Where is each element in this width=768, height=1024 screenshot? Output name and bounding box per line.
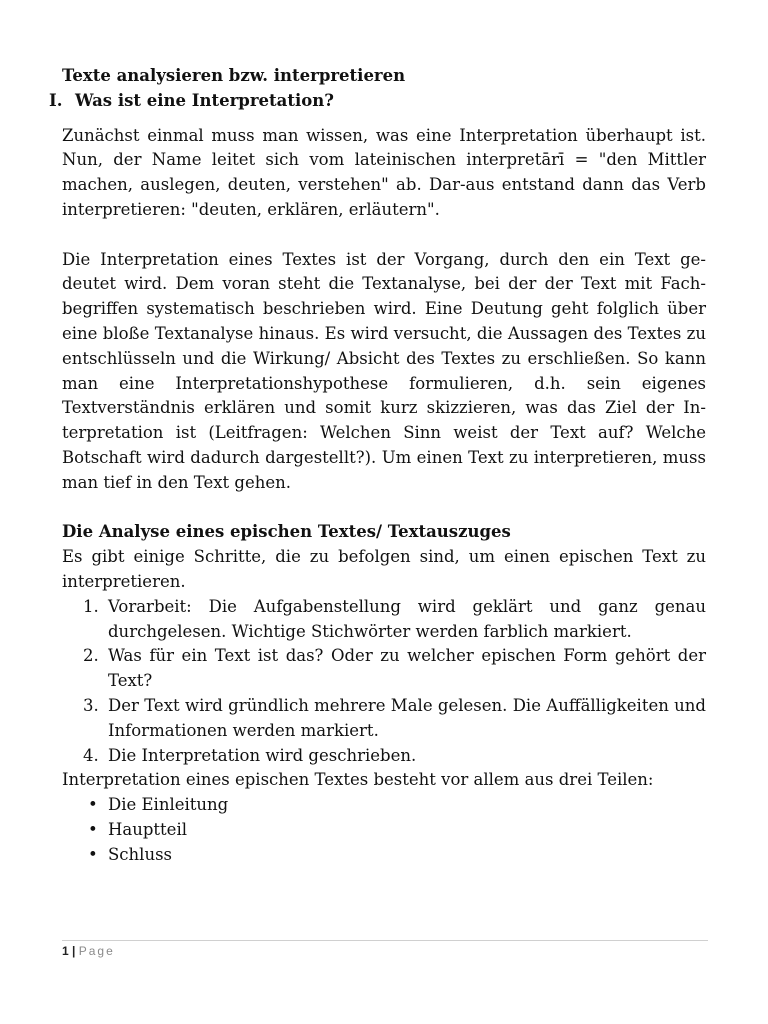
page-footer (62, 940, 708, 958)
list-item (62, 744, 706, 769)
list-marker: 3. (83, 695, 99, 715)
section-number: I. (49, 90, 63, 110)
document-title: Texte analysieren bzw. interpretieren (62, 66, 406, 85)
list-item-text: Die Einleitung (108, 795, 229, 815)
footer-separator: | (72, 944, 76, 958)
list-item-text: Die Interpretation wird geschrieben. (108, 745, 417, 765)
list-item-text: Was für ein Text ist das? Oder zu welcher epischen Form gehört der Text? (108, 646, 706, 691)
list-item-text: Der Text wird gründlich mehrere Male gelesen. Die Auffälligkeiten und Informationen werden markiert. (108, 695, 706, 740)
list-marker: 2. (83, 646, 99, 666)
section-heading-1 (49, 89, 706, 114)
steps-intro: Es gibt einige Schritte, die zu befolgen sind, um einen epischen Text zu interpretieren. (62, 547, 706, 591)
page-label: Page (78, 944, 115, 958)
list-item-text: Hauptteil (108, 819, 187, 839)
list-item (62, 644, 706, 694)
steps-list (62, 595, 706, 769)
parts-intro: Interpretation eines epischen Textes besteht vor allem aus drei Teilen: (62, 770, 654, 790)
list-item-text: Vorarbeit: Die Aufgabenstellung wird geklärt und ganz genau durchgelesen. Wichtige Stichwörter werden farblich markiert. (108, 596, 706, 641)
list-item (62, 793, 706, 818)
section-heading-2: Die Analyse eines epischen Textes/ Textauszuges (62, 522, 511, 542)
parts-list (62, 793, 706, 867)
list-item (62, 818, 706, 843)
list-item (62, 595, 706, 645)
list-item-text: Schluss (108, 844, 173, 864)
bullet-icon: • (88, 795, 98, 815)
list-item (62, 843, 706, 868)
bullet-icon: • (88, 819, 98, 839)
page-number: 1 (62, 944, 69, 958)
list-marker: 4. (83, 745, 99, 765)
bullet-icon: • (88, 844, 98, 864)
list-item (62, 694, 706, 744)
paragraph-interpretation: Die Interpretation eines Textes ist der Vorgang, durch den ein Text ge-deutet wird. Dem voran steht die Textanalyse, bei der der Text mit Fach-begriffen systematisch beschrieben wird. Eine Deutung geht folglich über eine bloße Textanalyse hinaus. Es wird versucht, die Aussagen des Textes zu entschlüsseln und die Wirkung/ Absicht des Textes zu erschließen. So kann man eine Interpretationshypothese formulieren, d.h. sein eigenes Textverständnis erklären und somit kurz skizzieren, was das Ziel der In-terpretation ist (Leitfragen: Welchen Sinn weist der Text auf? Welche Botschaft wird dadurch dargestellt?). Um einen Text zu interpretieren, muss man tief in den Text gehen. (62, 249, 706, 492)
document-body (49, 64, 706, 868)
list-marker: 1. (83, 596, 99, 616)
section-heading-text: Was ist eine Interpretation? (75, 90, 334, 110)
paragraph-definition: Zunächst einmal muss man wissen, was eine Interpretation überhaupt ist. Nun, der Name leitet sich vom lateinischen interpretārī = "den Mittler machen, auslegen, deuten, verstehen" ab. Dar-aus entstand dann das Verb interpretieren: "deuten, erklären, erläutern". (62, 125, 706, 219)
